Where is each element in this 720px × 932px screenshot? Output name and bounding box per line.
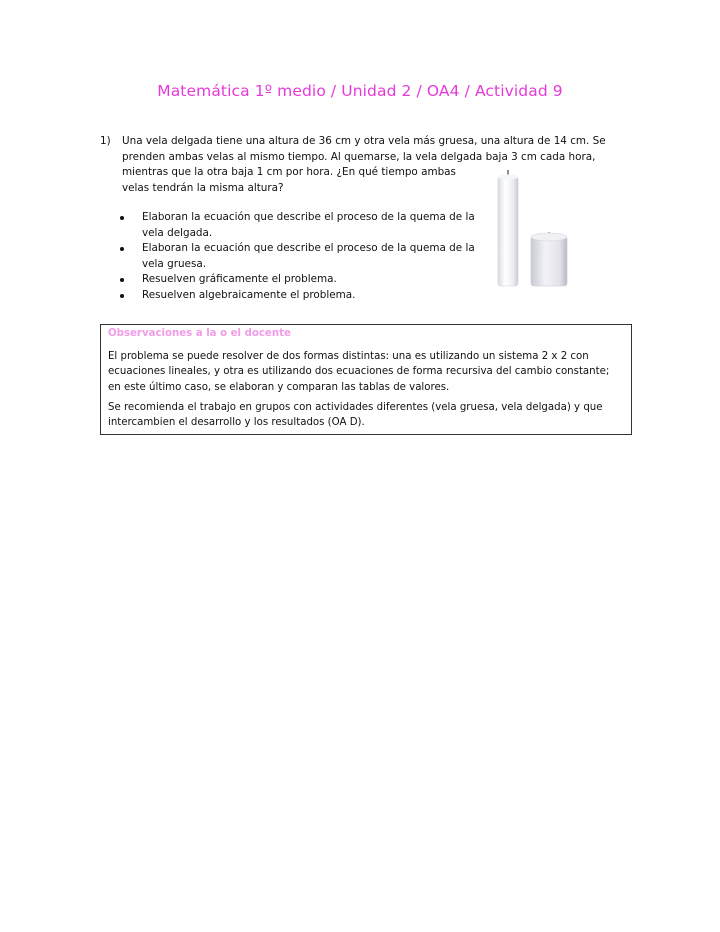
question-line: prenden ambas velas al mismo tiempo. Al quemarse, la vela delgada baja 3 cm cada hora, xyxy=(122,150,596,163)
task-item xyxy=(118,241,488,272)
notes-line: Se recomienda el trabajo en grupos con actividades diferentes (vela gruesa, vela delgada) y que xyxy=(108,402,603,413)
question-line: Una vela delgada tiene una altura de 36 cm y otra vela más gruesa, una altura de 14 cm. Se xyxy=(122,135,606,147)
short-candle xyxy=(531,232,567,286)
question-line: mientras que la otra baja 1 cm por hora. ¿En qué tiempo ambas xyxy=(122,166,456,179)
task-line: Resuelven gráficamente el problema. xyxy=(142,273,337,286)
task-item xyxy=(118,210,488,241)
page-title: Matemática 1º medio / Unidad 2 / OA4 / Actividad 9 xyxy=(157,82,563,100)
question-line: velas tendrán la misma altura? xyxy=(122,181,284,194)
task-line: vela gruesa. xyxy=(142,257,207,270)
task-line: Resuelven algebraicamente el problema. xyxy=(142,288,356,301)
notes-line: intercambien el desarrollo y los resultados (OA D). xyxy=(108,417,365,429)
teacher-notes-paragraph xyxy=(108,349,628,395)
notes-line: El problema se puede resolver de dos formas distintas: una es utilizando un sistema 2 x 2 con xyxy=(108,351,589,362)
task-item xyxy=(118,272,488,288)
tall-candle xyxy=(498,170,518,286)
notes-line: ecuaciones lineales, y otra es utilizando dos ecuaciones de forma recursiva del cambio constante; xyxy=(108,366,610,378)
bullet-icon xyxy=(120,247,124,251)
task-item xyxy=(118,288,488,304)
task-line: Elaboran la ecuación que describe el proceso de la quema de la xyxy=(142,242,475,255)
teacher-notes-box xyxy=(100,324,632,435)
notes-line: en este último caso, se elaboran y comparan las tablas de valores. xyxy=(108,381,450,393)
task-line: Elaboran la ecuación que describe el proceso de la quema de la xyxy=(142,211,475,223)
teacher-notes-paragraph xyxy=(108,400,628,431)
teacher-notes-title: Observaciones a la o el docente xyxy=(108,328,291,339)
bullet-icon xyxy=(120,278,124,282)
bullet-icon xyxy=(120,294,124,298)
candles-image xyxy=(494,170,574,290)
bullet-icon xyxy=(120,216,124,220)
task-line: vela delgada. xyxy=(142,226,213,239)
question-number: 1) xyxy=(100,135,111,147)
task-list xyxy=(118,210,488,304)
